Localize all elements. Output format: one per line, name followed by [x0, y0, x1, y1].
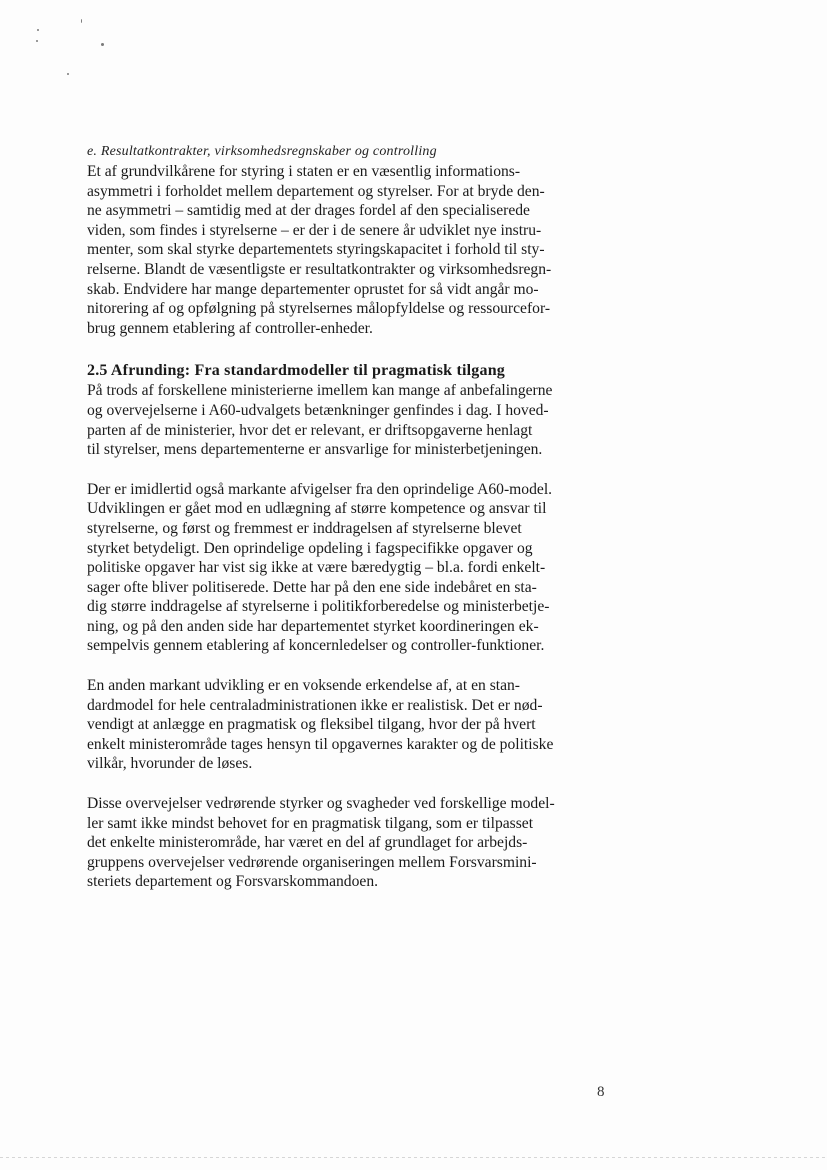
- page-number: 8: [597, 1084, 605, 1100]
- text-line: Der er imidlertid også markante afvigelser fra den oprindelige A60-model.: [87, 480, 553, 498]
- text-line: sempelvis gennem etablering af koncernledelser og controller-funktioner.: [87, 637, 545, 655]
- text-line: til styrelser, mens departementerne er ansvarlige for ministerbetjeningen.: [87, 441, 543, 459]
- text-line: steriets departement og Forsvarskommandoen.: [87, 873, 379, 891]
- paragraph-deviations: [87, 480, 617, 656]
- text-line: skab. Endvidere har mange departementer oprustet for så vidt angår mo-: [87, 280, 539, 298]
- text-line: enkelt ministerområde tages hensyn til opgavernes karakter og de politiske: [87, 735, 554, 753]
- text-line: viden, som findes i styrelserne – er der i de senere år udviklet nye instru-: [87, 221, 542, 239]
- subsection-heading: e. Resultatkontrakter, virksomhedsregnskaber og controlling: [87, 144, 437, 159]
- text-line: nitorering af og opfølgning på styrelsernes målopfyldelse og ressourcefor-: [87, 300, 551, 318]
- text-line: styrket betydeligt. Den oprindelige opdeling i fagspecifikke opgaver og: [87, 539, 533, 557]
- paragraph-conclusion: [87, 794, 617, 892]
- text-line: brug gennem etablering af controller-enheder.: [87, 319, 373, 337]
- text-line: asymmetri i forholdet mellem departement og styrelser. For at bryde den-: [87, 182, 545, 200]
- text-line: vilkår, hvorunder de løses.: [87, 755, 253, 773]
- text-line: ler samt ikke mindst behovet for en pragmatisk tilgang, som er tilpasset: [87, 814, 534, 832]
- text-line: Udviklingen er gået mod en udlægning af større kompetence og ansvar til: [87, 500, 547, 518]
- text-line: parten af de ministerier, hvor det er relevant, er driftsopgaverne henlagt: [87, 421, 533, 439]
- text-line: ne asymmetri – samtidig med at der drages fordel af den specialiserede: [87, 202, 530, 220]
- text-line: dig større inddragelse af styrelserne i politikforberedelse og ministerbetje-: [87, 598, 550, 616]
- text-line: ning, og på den anden side har departementet styrket koordineringen ek-: [87, 617, 539, 635]
- text-line: menter, som skal styrke departementets styringskapacitet i forhold til sty-: [87, 241, 545, 259]
- paragraph-standard-model: [87, 676, 617, 774]
- page-content: [87, 142, 617, 892]
- text-line: politiske opgaver har vist sig ikke at være bæredygtig – bl.a. fordi enkelt-: [87, 559, 546, 577]
- text-line: På trods af forskellene ministerierne imellem kan mange af anbefalingerne: [87, 382, 553, 400]
- paragraph-intro: [87, 381, 617, 459]
- text-line: En anden markant udvikling er en voksende erkendelse af, at en stan-: [87, 677, 521, 695]
- text-line: det enkelte ministerområde, har været en del af grundlaget for arbejds-: [87, 834, 528, 852]
- scan-edge-line: [0, 1157, 827, 1158]
- text-line: gruppens overvejelser vedrørende organiseringen mellem Forsvarsmini-: [87, 853, 537, 871]
- text-line: og overvejelserne i A60-udvalgets betænkninger genfindes i dag. I hoved-: [87, 401, 549, 419]
- text-line: relserne. Blandt de væsentligste er resultatkontrakter og virksomhedsregn-: [87, 260, 552, 278]
- text-line: dardmodel for hele centraladministrationen ikke er realistisk. Det er nød-: [87, 696, 543, 714]
- section-heading: 2.5 Afrunding: Fra standardmodeller til pragmatisk tilgang: [87, 362, 505, 380]
- text-line: vendigt at anlægge en pragmatisk og fleksibel tilgang, hvor der på hvert: [87, 716, 536, 734]
- text-line: sager ofte bliver politiserede. Dette har på den ene side indebåret en sta-: [87, 578, 537, 596]
- text-line: Et af grundvilkårene for styring i staten er en væsentlig informations-: [87, 163, 521, 180]
- text-line: Disse overvejelser vedrørende styrker og svagheder ved forskellige model-: [87, 795, 555, 813]
- text-line: styrelserne, og først og fremmest er inddragelsen af styrelserne blevet: [87, 519, 522, 537]
- paragraph-controlling: [87, 162, 617, 338]
